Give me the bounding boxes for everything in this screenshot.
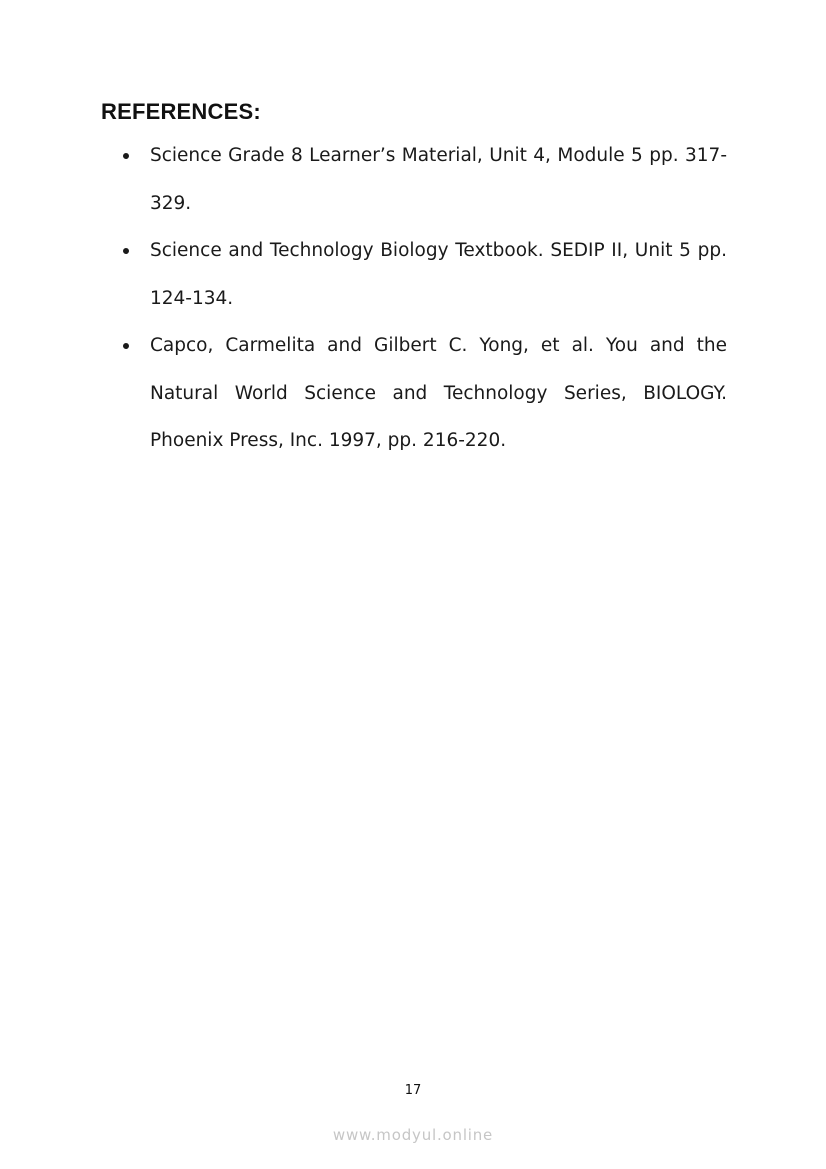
- bullet-icon: [123, 248, 129, 254]
- reference-item: [0, 132, 727, 227]
- reference-text: Science and Technology Biology Textbook. SEDIP II, Unit 5 pp. 124-134.: [150, 240, 727, 309]
- bullet-icon: [123, 343, 129, 349]
- reference-list: [0, 132, 826, 465]
- page-number: 17: [404, 1083, 422, 1098]
- bullet-icon: [123, 153, 129, 159]
- reference-text: Capco, Carmelita and Gilbert C. Yong, et al. You and the Natural World Science and Technology Series, BIOLOGY. Phoenix Press, Inc. 1997, pp. 216-220.: [150, 335, 727, 451]
- reference-item: [0, 322, 727, 465]
- watermark: www.modyul.online: [332, 1126, 494, 1144]
- page-heading: REFERENCES:: [101, 99, 261, 124]
- reference-text: Science Grade 8 Learner’s Material, Unit 4, Module 5 pp. 317-329.: [150, 145, 727, 214]
- reference-item: [0, 227, 727, 322]
